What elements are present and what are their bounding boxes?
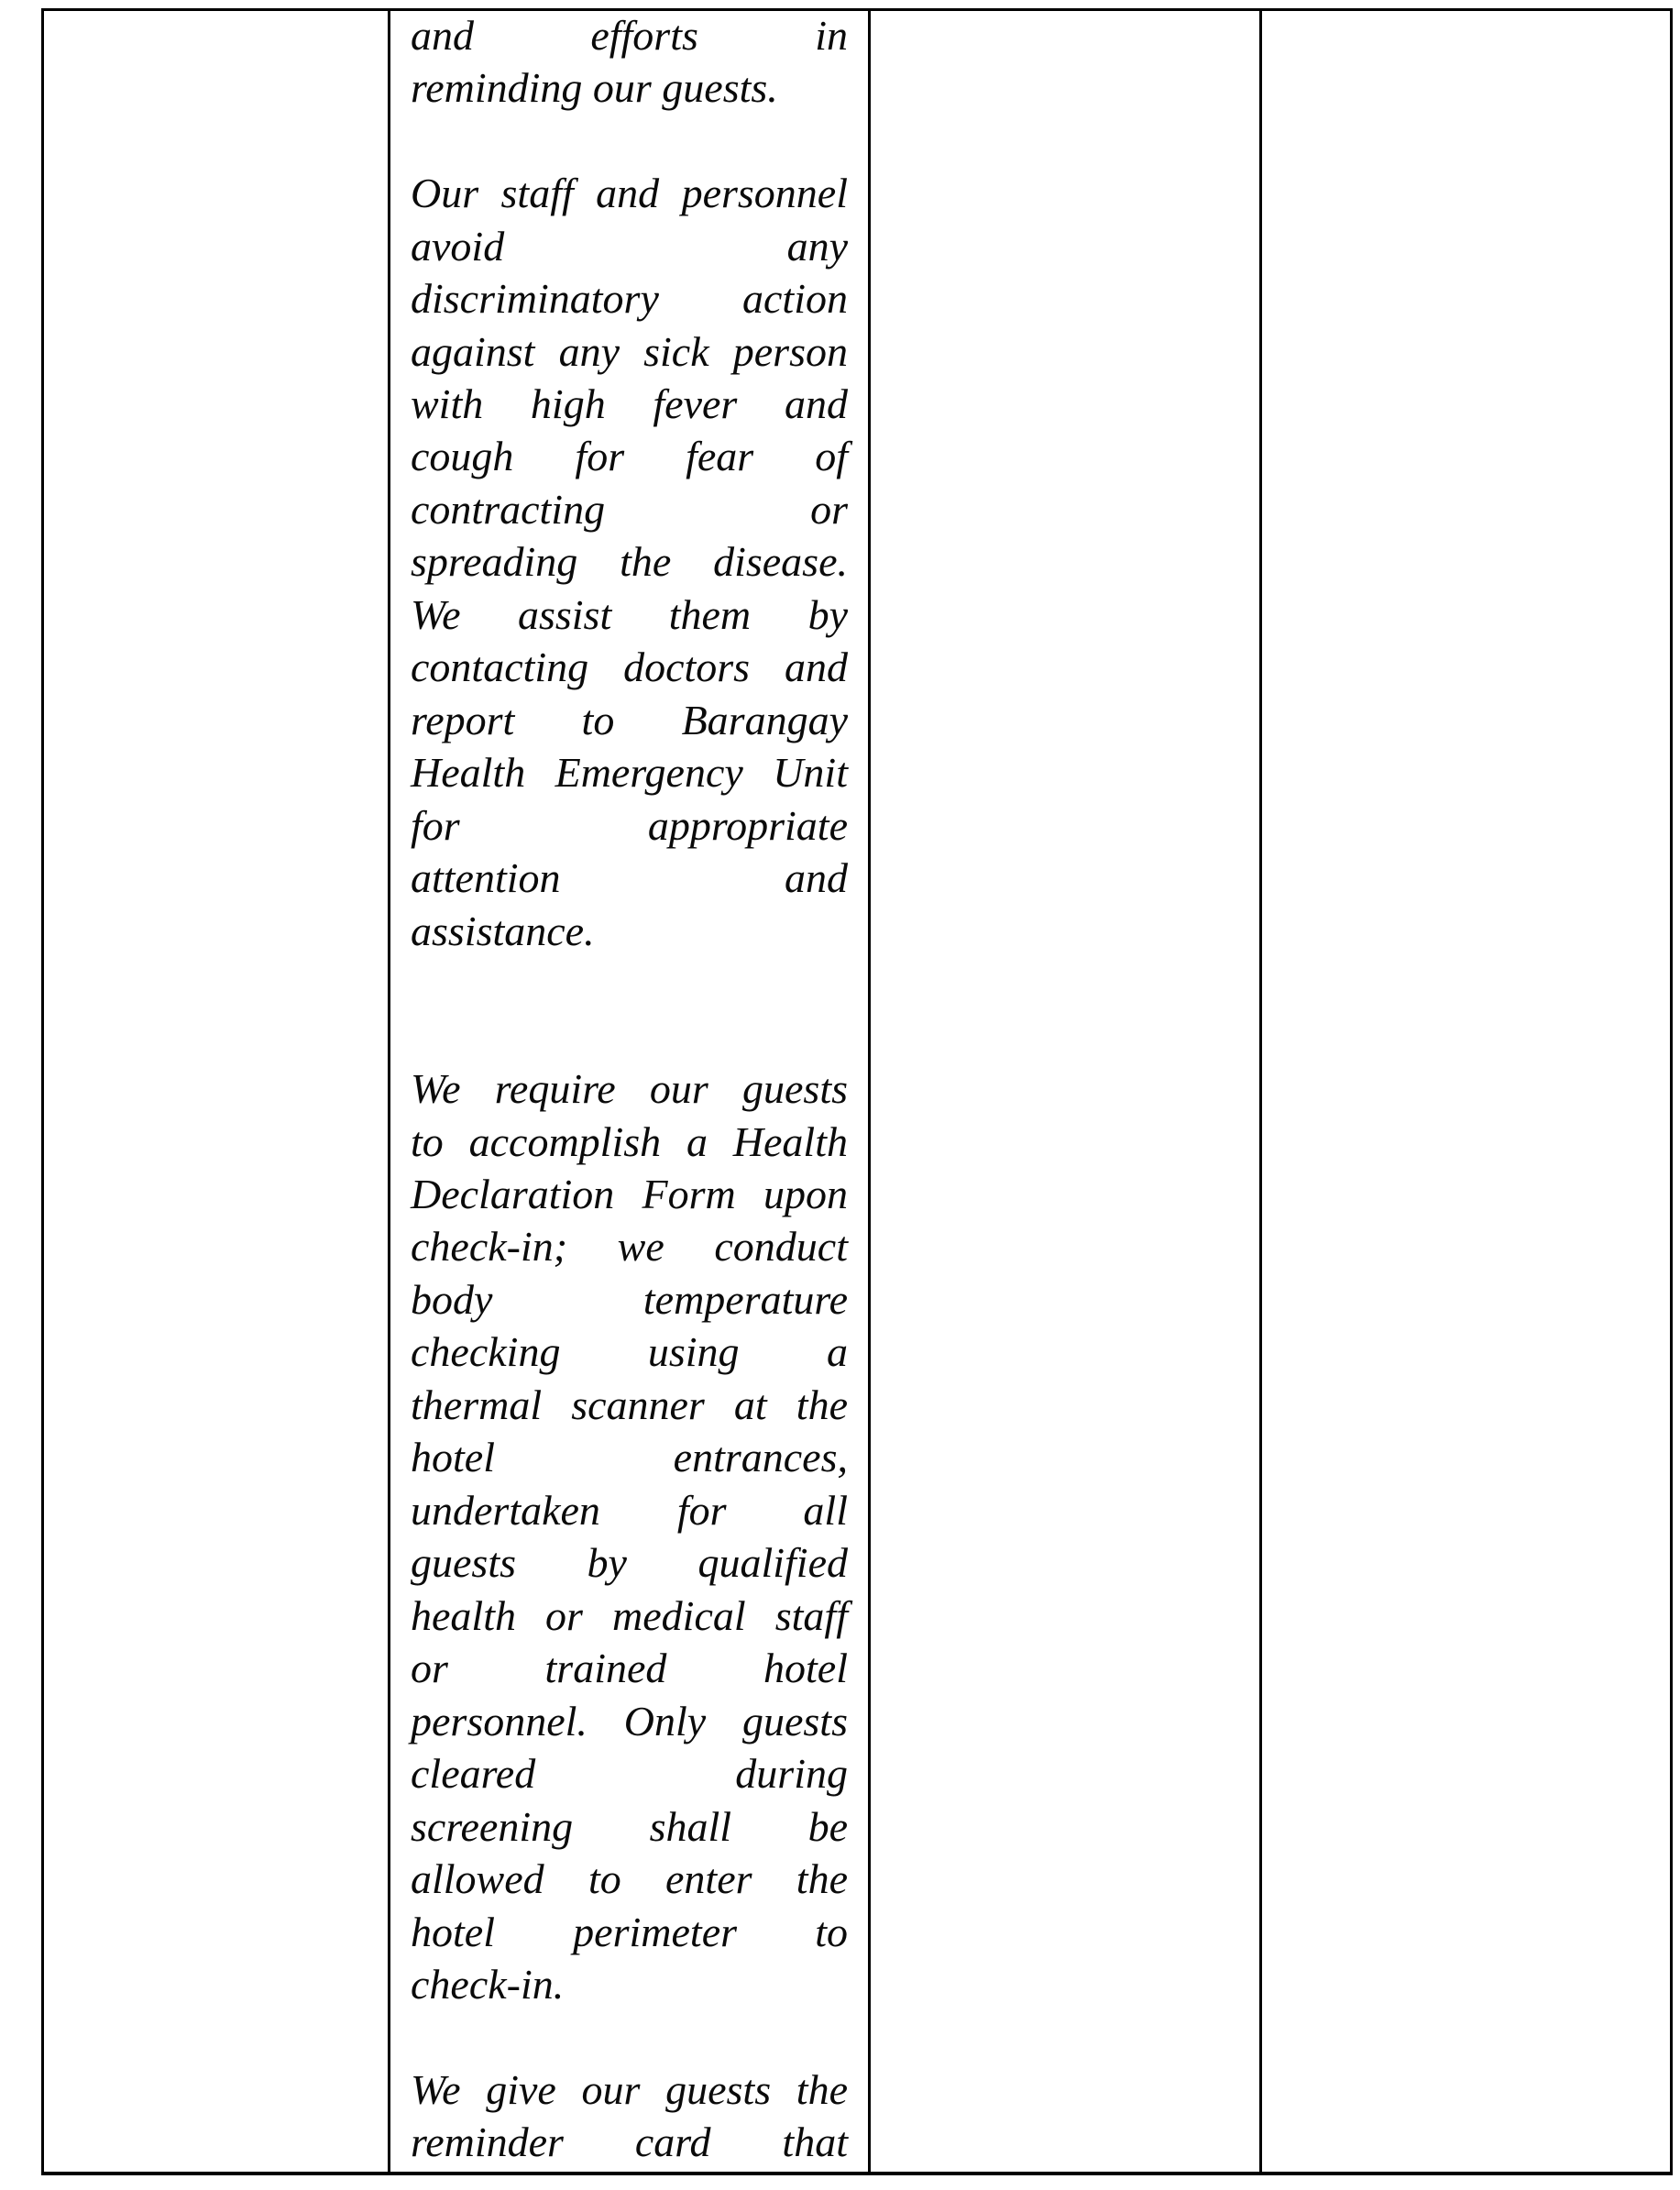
paragraph-reminder-card <box>411 2063 848 2169</box>
text-line: thermal scanner at the <box>411 1381 848 1428</box>
text-line: check-in; we conduct <box>411 1223 848 1271</box>
text-line: with high fever and <box>411 380 848 427</box>
text-line: check-in. <box>411 1961 565 2008</box>
text-line: contracting or <box>411 485 848 533</box>
paragraph-spacer <box>411 1010 848 1062</box>
text-line: against any sick person <box>411 327 848 375</box>
table-cell-col4 <box>1262 11 1670 2172</box>
text-line: hotel entrances, <box>411 1434 848 1481</box>
paragraph-spacer <box>411 2011 848 2063</box>
text-line: allowed to enter the <box>411 1855 848 1903</box>
text-line: contacting doctors and <box>411 644 848 691</box>
table-cell-col3 <box>871 11 1259 2172</box>
text-line: health or medical staff <box>411 1591 848 1639</box>
text-line: reminding our guests. <box>411 64 778 112</box>
text-line: We give our guests the <box>411 2065 848 2113</box>
text-line: Health Emergency Unit <box>411 749 848 797</box>
text-line: report to Barangay <box>411 696 848 743</box>
column-divider-1 <box>388 8 390 2175</box>
text-line: undertaken for all <box>411 1486 848 1534</box>
text-line: We require our guests <box>411 1065 848 1113</box>
text-line: discriminatory action <box>411 275 848 323</box>
text-line: assistance. <box>411 907 595 954</box>
text-line: for appropriate <box>411 801 848 849</box>
paragraph-spacer <box>411 957 848 1009</box>
paragraph-non-discrimination <box>411 167 848 957</box>
text-line: personnel. Only guests <box>411 1697 848 1744</box>
text-line: We assist them by <box>411 590 848 638</box>
paragraph-health-screening <box>411 1062 848 2010</box>
text-line: or trained hotel <box>411 1645 848 1692</box>
text-line: guests by qualified <box>411 1539 848 1587</box>
text-line: cleared during <box>411 1750 848 1798</box>
text-line: and efforts in <box>411 11 848 59</box>
text-line: Our staff and personnel <box>411 170 848 217</box>
text-line: reminder card that <box>411 2118 848 2166</box>
paragraph-guest-reminders <box>411 9 848 115</box>
text-line: body temperature <box>411 1275 848 1323</box>
text-line: spreading the disease. <box>411 538 848 586</box>
text-line: screening shall be <box>411 1802 848 1850</box>
text-line: Declaration Form upon <box>411 1171 848 1217</box>
text-line: hotel perimeter to <box>411 1908 848 1955</box>
table-cell-col2 <box>411 9 848 2169</box>
paragraph-spacer <box>411 115 848 167</box>
text-line: attention and <box>411 854 848 902</box>
text-line: avoid any <box>411 222 848 270</box>
text-line: to accomplish a Health <box>411 1117 848 1165</box>
text-line: cough for fear of <box>411 433 848 480</box>
table-cell-col1 <box>44 11 388 2172</box>
text-line: checking using a <box>411 1328 848 1376</box>
